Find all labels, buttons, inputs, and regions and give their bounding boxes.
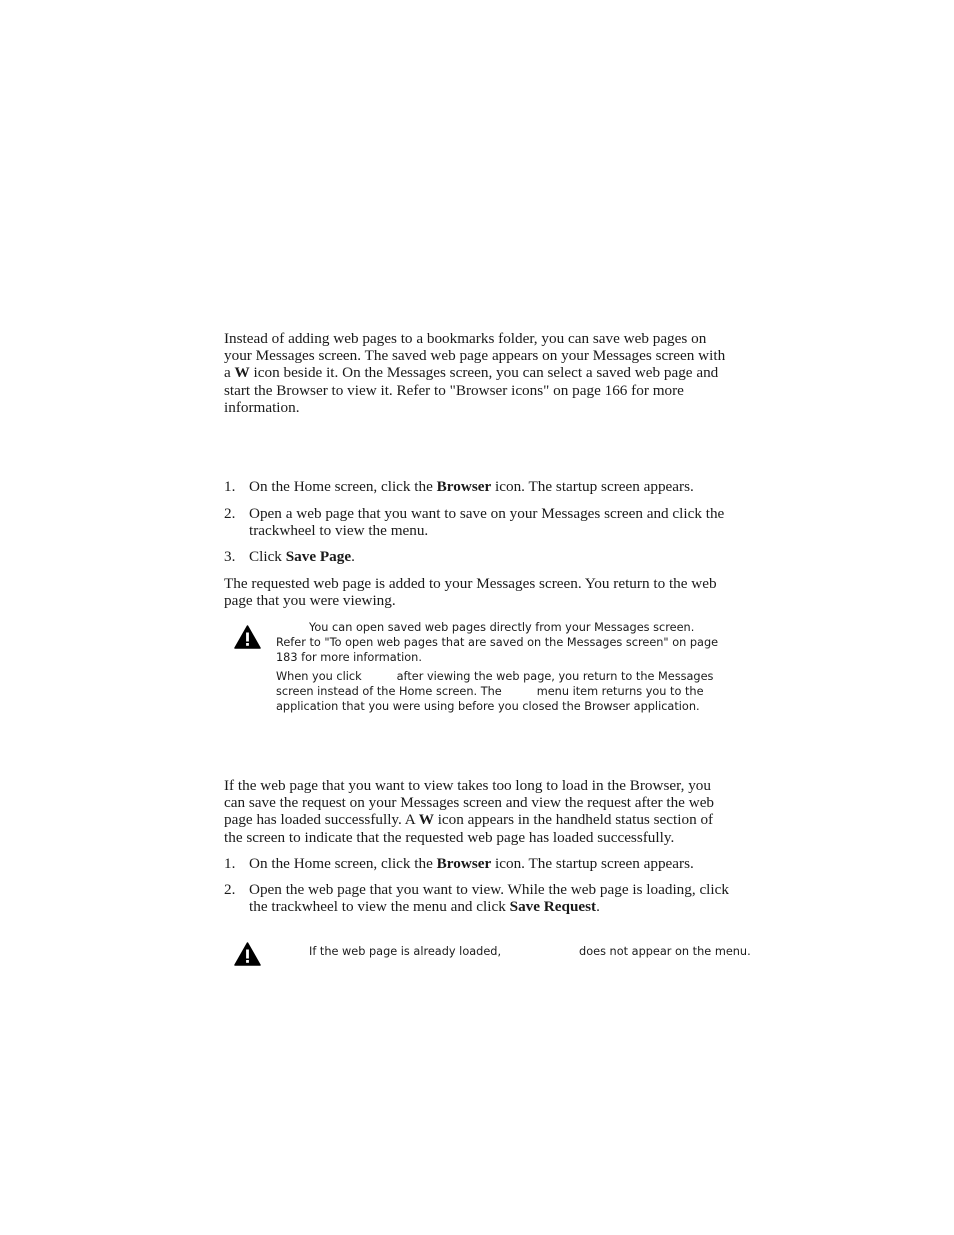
note1-text-a: When you click: [276, 670, 362, 683]
step-text-pre: Click: [249, 548, 286, 565]
step-number: 3.: [224, 548, 236, 565]
step-text: [249, 881, 734, 915]
step-text-post: .: [596, 898, 600, 916]
result-paragraph: The requested web page is added to your Messages screen. You return to the web page that you were viewing.: [224, 575, 717, 610]
note2-text-a: If the web page is already loaded,: [309, 945, 502, 958]
step-text-post: .: [351, 548, 355, 565]
step-bold: Save Page: [285, 548, 352, 565]
step-text-post: icon. The startup screen appears.: [491, 478, 694, 495]
note1-paragraph-a: You can open saved web pages directly from your Messages screen. Refer to "To open web pages that are saved on the Messages screen" on page 183 for more information.: [276, 621, 719, 664]
step-text: [249, 855, 734, 872]
step-text-pre: On the Home screen, click the: [249, 478, 437, 495]
note1-paragraph-b: [276, 669, 726, 714]
step-text: [249, 548, 734, 565]
step-text-pre: On the Home screen, click the: [249, 855, 437, 872]
request-text-a: If the web page that you want to view takes too long to load in the Browser, you can save the request on your Messages screen and view the request after the web page has loaded successfully. A: [224, 777, 715, 829]
w-icon-label: W: [418, 811, 434, 829]
request-text-b: icon appears in the handheld status section of the screen to indicate that the requested web page has loaded successfully.: [224, 811, 714, 846]
step-bold: Save Request: [509, 898, 597, 916]
note2-paragraph: [309, 944, 751, 959]
warning-icon: [234, 942, 261, 966]
step-bold: Browser: [436, 855, 492, 872]
warning-icon: [234, 625, 261, 649]
note2-text-b: does not appear on the menu.: [579, 945, 751, 958]
step-number: 2.: [224, 881, 236, 898]
step-text-pre: Open a web page that you want to save on your Messages screen and click the trackwheel to view the menu.: [249, 505, 725, 540]
step-number: 1.: [224, 855, 236, 872]
request-intro-paragraph: [224, 777, 734, 846]
note1-text-c: menu item returns you to the application that you were using before you closed the Browser application.: [276, 685, 704, 713]
intro-paragraph: [224, 330, 734, 416]
step-text-pre: Open the web page that you want to view. While the web page is loading, click the trackwheel to view the menu and click: [249, 881, 729, 916]
step-number: 1.: [224, 478, 236, 495]
step-number: 2.: [224, 505, 236, 522]
step-bold: Browser: [436, 478, 492, 495]
step-text-post: icon. The startup screen appears.: [491, 855, 694, 872]
note1-text-b: after viewing the web page, you return to the Messages screen instead of the Home screen. The: [276, 670, 714, 698]
step-text: [249, 478, 734, 495]
intro-text-b: icon beside it. On the Messages screen, you can select a saved web page and start the Browser to view it. Refer to "Browser icons" on page 166 for more information.: [224, 364, 719, 416]
step-text: [249, 505, 734, 539]
intro-text-a: Instead of adding web pages to a bookmarks folder, you can save web pages on your Messages screen. The saved web page appears on your Messages screen with a: [224, 330, 726, 382]
w-icon-label: W: [234, 364, 250, 382]
